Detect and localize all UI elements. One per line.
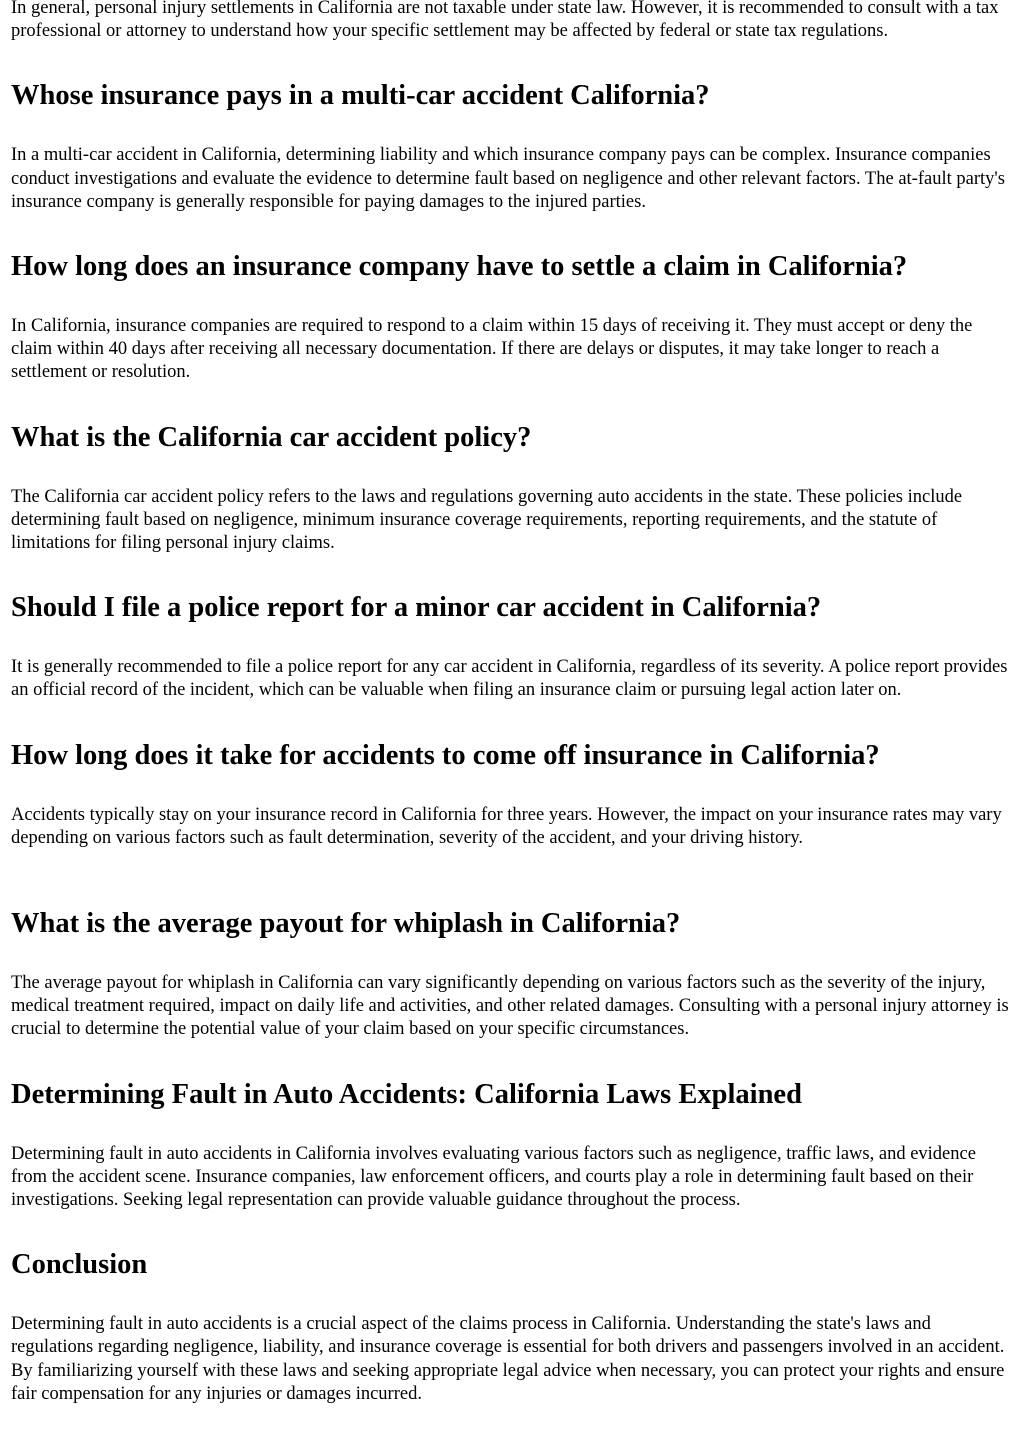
section-paragraph-conclusion: Determining fault in auto accidents is a crucial aspect of the claims process in California. Understanding the state's laws and regulations regarding negligence, liability, and insurance coverage is essential for both drivers and passengers involved in an accident. By familiarizing yourself with these laws and seeking appropriate legal advice when necessary, you can protect your rights and ensure fair compensation for any injuries or damages incurred. — [11, 1314, 1005, 1404]
section-heading-multi-car-insurance: Whose insurance pays in a multi-car accident California? — [11, 80, 710, 112]
section-heading-police-report: Should I file a police report for a minor car accident in California? — [11, 592, 822, 624]
intro-paragraph: In general, personal injury settlements in California are not taxable under state law. However, it is recommended to consult with a tax professional or attorney to understand how your specific settlement may be affected by federal or state tax regulations. — [11, 0, 999, 42]
section-paragraph-police-report: It is generally recommended to file a police report for any car accident in California, regardless of its severity. A police report provides an official record of the incident, which can be valuable when filing an insurance claim or pursuing legal action later on. — [11, 657, 1008, 701]
section-paragraph-accident-record-duration: Accidents typically stay on your insurance record in California for three years. However, the impact on your insurance rates may vary depending on various factors such as fault determination, severity of the accident, and your driving history. — [11, 804, 1002, 848]
section-heading-claim-settlement-time: How long does an insurance company have to settle a claim in California? — [11, 251, 908, 283]
section-paragraph-determining-fault: Determining fault in auto accidents in California involves evaluating various factors such as negligence, traffic laws, and evidence from the accident scene. Insurance companies, law enforcement officers, and courts play a role in determining fault based on their investigations. Seeking legal representation can provide valuable guidance throughout the process. — [11, 1143, 976, 1211]
section-paragraph-whiplash-payout: The average payout for whiplash in California can vary significantly depending on various factors such as the severity of the injury, medical treatment required, impact on daily life and activities, and other related damages. Consulting with a personal injury attorney is crucial to determine the potential value of your claim based on your specific circumstances. — [11, 973, 1009, 1040]
section-heading-whiplash-payout: What is the average payout for whiplash in California? — [11, 908, 681, 940]
section-paragraph-claim-settlement-time: In California, insurance companies are required to respond to a claim within 15 days of receiving it. They must accept or deny the claim within 40 days after receiving all necessary documentation. If there are delays or disputes, it may take longer to reach a settlement or resolution. — [11, 316, 973, 383]
section-heading-determining-fault: Determining Fault in Auto Accidents: California Laws Explained — [11, 1078, 802, 1110]
section-heading-accident-record-duration: How long does it take for accidents to come off insurance in California? — [11, 739, 880, 771]
section-paragraph-car-accident-policy: The California car accident policy refers to the laws and regulations governing auto accidents in the state. These policies include determining fault based on negligence, minimum insurance coverage requirements, reporting requirements, and the statute of limitations for filing personal injury claims. — [11, 486, 963, 554]
section-heading-car-accident-policy: What is the California car accident policy? — [11, 421, 532, 453]
section-paragraph-multi-car-insurance: In a multi-car accident in California, determining liability and which insurance company pays can be complex. Insurance companies conduct investigations and evaluate the evidence to determine fault based on negligence and other relevant factors. The at-fault party's insurance company is generally responsible for paying damages to the injured parties. — [11, 145, 1005, 212]
section-heading-conclusion: Conclusion — [11, 1249, 148, 1281]
